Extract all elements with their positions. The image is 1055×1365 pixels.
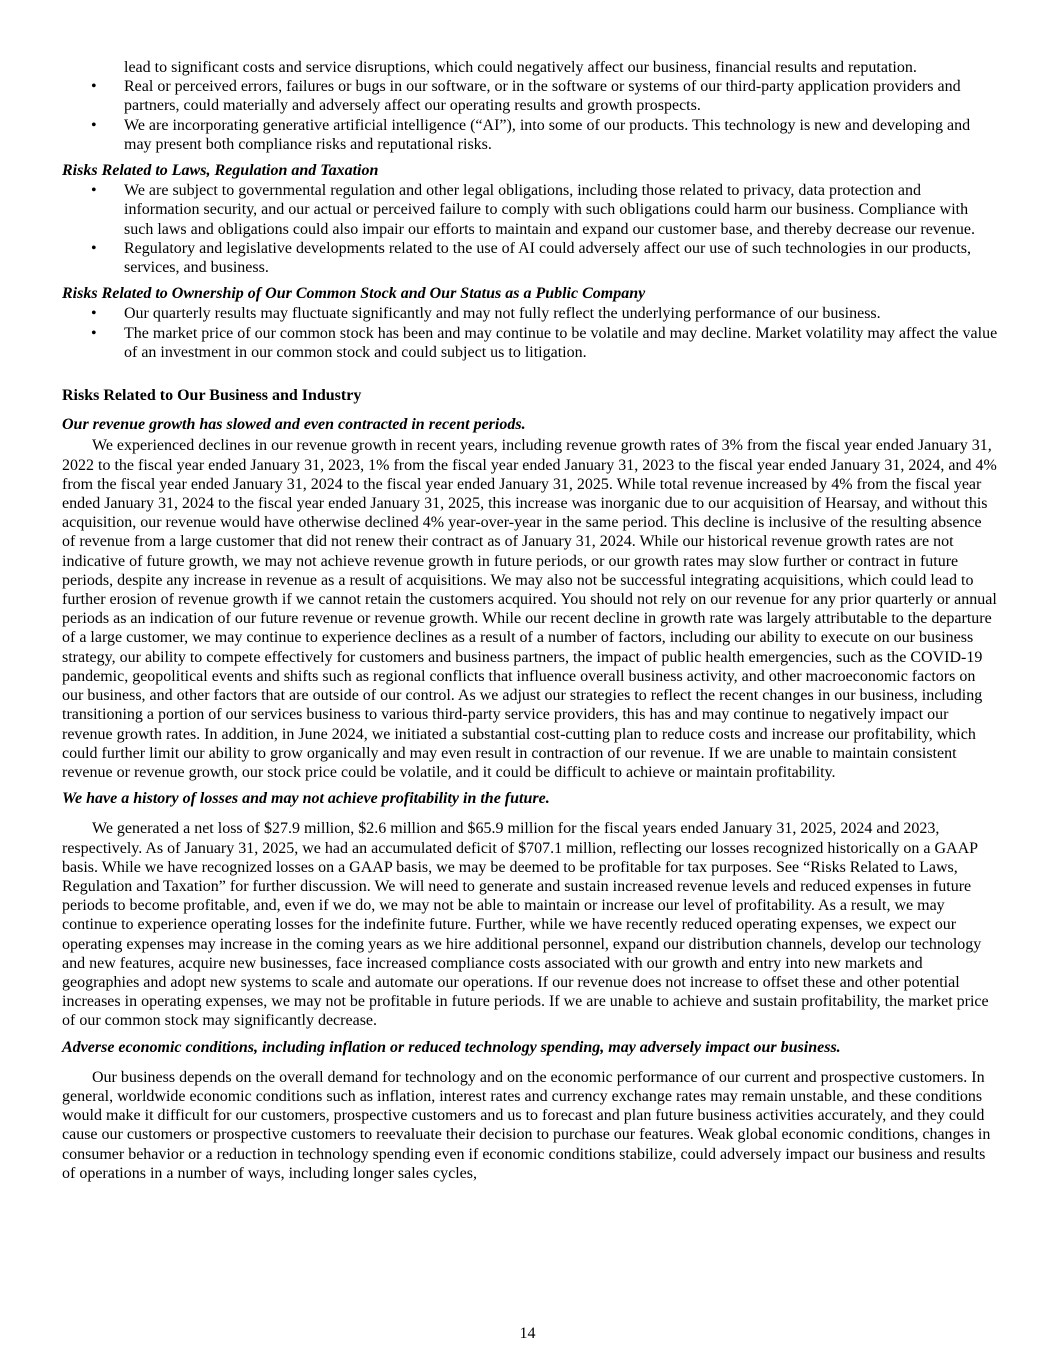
risk-economic-paragraph: Our business depends on the overall demand for technology and on the economic performance of our current and prospective customers. In general, worldwide economic conditions such as inflation, interest rates and currency exchange rates may remain unstable, and these conditions would make it difficult for our customers, prospective customers and us to forecast and plan future business activities accurately, and they could cause our customers or prospective customers to reevaluate their decision to purchase our features. Weak global economic conditions, changes in consumer behavior or a reduction in technology spending even if economic conditions stabilize, could adversely impact our business and results of operations in a number of ways, including longer sales cycles, [62, 1068, 991, 1182]
risk-revenue-paragraph: We experienced declines in our revenue growth in recent years, including revenue growth rates of 3% from the fiscal year ended January 31, 2022 to the fiscal year ended January 31, 2023, 1% from the fiscal year ended January 31, 2023 to the fiscal year ended January 31, 2024, and 4% from the fiscal year ended January 31, 2024 to the fiscal year ended January 31, 2025. While total revenue increased by 4% from the fiscal year ended January 31, 2024 to the fiscal year ended January 31, 2025, this increase was inorganic due to our acquisition of Hearsay, and without this acquisition, our revenue would have otherwise declined 4% year-over-year in the same period. This decline is inclusive of the resulting absence of revenue from a large customer that did not renew their contract as of January 31, 2024. While our historical revenue growth rates are not indicative of future growth, we may not achieve revenue growth in future periods, or our growth rates may slow further or contract in future periods, despite any increase in revenue as a result of acquisitions. We may also not be successful integrating acquisitions, which could lead to further erosion of revenue growth if we cannot retain the customers acquired. You should not rely on our revenue for any prior quarterly or annual periods as an indication of our future revenue or revenue growth. While our recent decline in growth rate was largely attributable to the departure of a large customer, we may continue to experience declines as a result of a number of factors, including our ability to execute on our business strategy, our ability to compete effectively for customers and business partners, the impact of public health emergencies, such as the COVID-19 pandemic, geopolitical events and shifts such as regional conflicts that influence overall business activity, and other macroeconomic factors on our business, and other factors that are outside of our control. As we adjust our strategies to reflect the recent changes in our business, including transitioning a portion of our services business to various third-party service providers, this has and may continue to negatively impact our revenue growth rates. In addition, in June 2024, we initiated a substantial cost-cutting plan to reduce costs and increase our profitability, which could further limit our ability to grow organically and may even result in contraction of our revenue. If we are unable to maintain consistent revenue or revenue growth, our stock price could be volatile, and it could be difficult to achieve or maintain profitability. [62, 437, 997, 781]
page-number: 14 [519, 1325, 536, 1342]
bullet-icon: • [91, 324, 97, 342]
bullet-icon: • [91, 239, 97, 257]
business-section-heading: Risks Related to Our Business and Industry [62, 387, 362, 405]
risk-losses-heading: We have a history of losses and may not achieve profitability in the future. [62, 790, 550, 808]
stock-bullet-list [62, 304, 998, 362]
bullet-icon: • [91, 116, 97, 134]
bullet-item: • Regulatory and legislative developments related to the use of AI could adversely affect our use of such technologies in our products, services, and business. [91, 239, 972, 277]
bullet-item: • We are subject to governmental regulation and other legal obligations, including those related to privacy, data protection and information security, and our actual or perceived failure to comply with such obligations could harm our business. Compliance with such laws and obligations could also impair our efforts to maintain and expand our customer base, and thereby decrease our revenue. [91, 182, 975, 238]
bullet-icon: • [91, 182, 97, 200]
bullet-icon: • [91, 78, 97, 96]
stock-section-heading: Risks Related to Ownership of Our Common Stock and Our Status as a Public Company [62, 285, 646, 303]
risk-losses-paragraph: We generated a net loss of $27.9 million, $2.6 million and $65.9 million for the fiscal years ended January 31, 2025, 2024 and 2023, respectively. As of January 31, 2025, we had an accumulated deficit of $707.1 million, reflecting our losses recognized historically on a GAAP basis. While we have recognized losses on a GAAP basis, we may be deemed to be profitable for tax purposes. See “Risks Related to Laws, Regulation and Taxation” for further discussion. We will need to generate and sustain increased revenue levels and reduced expenses in future periods to become profitable, and, even if we do, we may not be able to maintain or increase our level of profitability. As a result, we may continue to experience operating losses for the indefinite future. Further, while we have recently reduced operating expenses, we expect our operating expenses may increase in the coming years as we hire additional personnel, expand our distribution channels, develop our technology and new features, acquire new businesses, face increased compliance costs associated with our growth and entry into new markets and geographies and adopt new systems to scale and automate our operations. If our revenue does not increase to offset these and other potential increases in operating expenses, we may not be profitable in future periods. If we are unable to achieve and sustain profitability, the market price of our common stock may significantly decrease. [62, 820, 989, 1030]
risk-revenue-heading: Our revenue growth has slowed and even contracted in recent periods. [62, 416, 526, 434]
intro-bullet-list [62, 77, 998, 154]
laws-section-heading: Risks Related to Laws, Regulation and Taxation [62, 162, 379, 180]
bullet-item: • Our quarterly results may fluctuate significantly and may not fully reflect the underlying performance of our business. [91, 305, 881, 323]
document-page [62, 58, 998, 1183]
bullet-item: • The market price of our common stock has been and may continue to be volatile and may decline. Market volatility may affect the value of an investment in our common stock and could subject us to litigation. [91, 324, 998, 361]
risk-economic-heading: Adverse economic conditions, including inflation or reduced technology spending, may adversely impact our business. [62, 1038, 841, 1056]
bullet-item: • Real or perceived errors, failures or bugs in our software, or in the software or systems of our third-party application providers and partners, could materially and adversely affect our operating results and growth prospects. [91, 78, 961, 115]
laws-bullet-list [62, 181, 998, 277]
bullet-icon: • [91, 305, 97, 323]
intro-continuation: lead to significant costs and service disruptions, which could negatively affect our business, financial results and reputation. [124, 59, 917, 76]
bullet-item: • We are incorporating generative artificial intelligence (“AI”), into some of our products. This technology is new and developing and may present both compliance risks and reputational risks. [91, 116, 971, 153]
